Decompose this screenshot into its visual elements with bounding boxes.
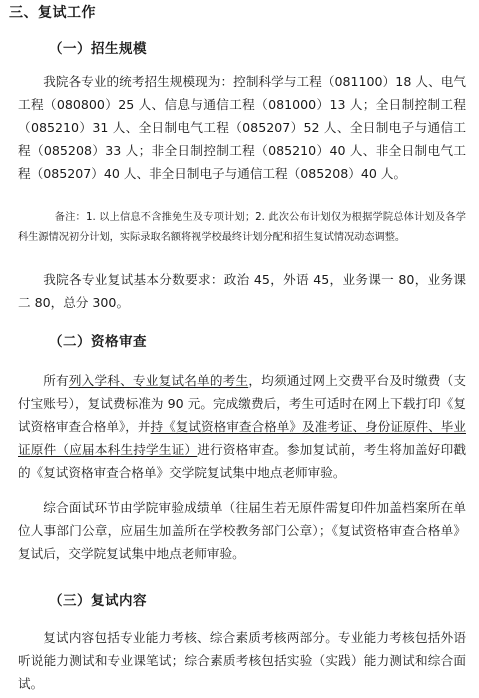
enrollment-paragraph: 我院各专业的统考招生规模现为：控制科学与工程（081100）18 人、电气工程（080800）25 人、信息与通信工程（081000）13 人；全日制控制工程（085210）31 人、全日制电气工程（085207）52 人、全日制电子与通信工程（085208）33 人；非全日制控制工程（085210）40 人、非全日制电气工程（085207）40 人、非全日制电子与通信工程（085208）40 人。 [18,74,466,181]
qualification-p1-text-2: ，均须通过网上交费平台及时缴费（支付宝账号），复试费标准为 90 元。完成缴费后，考生可适时在网上下载打印《复试资格审查合格单》，并 [18,373,467,434]
score-requirement-paragraph: 我院各专业复试基本分数要求：政治 45，外语 45，业务课一 80，业务课二 80，总分 300。 [18,272,466,310]
content-heading: （三）复试内容 [49,593,147,609]
enrollment-heading: （一）招生规模 [49,41,147,57]
qualification-p1-underline-1: 列入学科、专业复试名单的考生 [68,373,249,388]
qualification-paragraph-1 [18,369,466,484]
content-paragraph: 复试内容包括专业能力考核、综合素质考核两部分。专业能力考核包括外语听说能力测试和专业课笔试；综合素质考核包括实验（实践）能力测试和综合面试。 [18,630,466,691]
enrollment-note: 备注：1. 以上信息不含推免生及专项计划；2. 此次公布计划仅为根据学院总体计划及各学科生源情况初分计划，实际录取名额将视学校最终计划分配和招生复试情况动态调整。 [18,212,466,243]
qualification-heading: （二）资格审查 [49,334,147,350]
section-title: 三、复试工作 [9,5,96,21]
qualification-p1-text-3: 进行资格审查。参加复试前，考生将加盖好印戳的《复试资格审查合格单》交学院复试集中地点老师审验。 [18,442,467,480]
qualification-p1-underline-2: 持《复试资格审查合格单》及准考证、身份证原件、毕业证原件（应届本科生持学生证） [18,419,467,457]
qualification-paragraph-2: 综合面试环节由学院审验成绩单（往届生若无原件需复印件加盖档案所在单位人事部门公章，应届生加盖所在学校教务部门公章）；《复试资格审查合格单》复试后，交学院复试集中地点老师审验。 [18,500,466,561]
qualification-p1-text-1: 所有 [43,373,69,388]
